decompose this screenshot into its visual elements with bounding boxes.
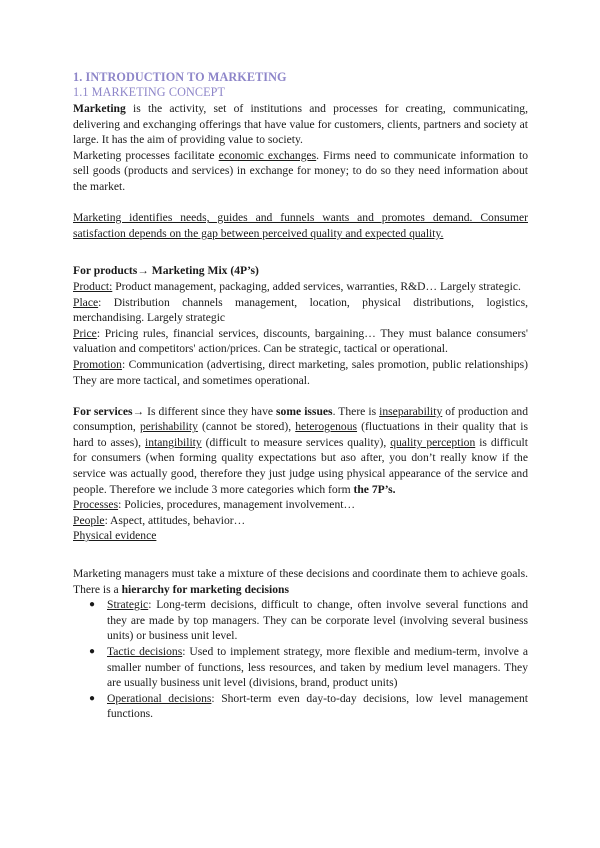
bullet-icon: ● (89, 646, 96, 657)
people-label: People (73, 513, 105, 527)
list-item (89, 597, 528, 644)
list-item (89, 644, 529, 691)
paragraph-definition (73, 101, 528, 148)
place-text: : Distribution channels management, location, physical distributions, logistics, merchandising. Largely strategic (73, 295, 528, 325)
term-marketing: Marketing (73, 102, 126, 115)
bullet-icon: ● (89, 599, 96, 611)
services-text: (difficult to measure services quality), (201, 435, 391, 449)
services-lead: For services→ (73, 404, 145, 418)
tactic-label: Tactic decisions (107, 645, 183, 658)
operational-text: : Short-term even day-to-day decisions, low level management functions. (107, 691, 528, 721)
price-label: Price (73, 326, 97, 340)
heterogenous: heterogenous (295, 420, 358, 434)
promotion-label: Promotion (73, 357, 122, 371)
physical-evidence-item (73, 528, 528, 544)
strategic-label: Strategic (107, 598, 149, 612)
processes-text-1: Marketing processes facilitate (73, 148, 219, 162)
paragraph-decisions (73, 566, 528, 597)
physical-evidence-label: Physical evidence (73, 529, 157, 543)
promotion-text: : Communication (advertising, direct marketing, sales promotion, public relationships) They are more tactical, and sometimes operational. (73, 357, 528, 387)
paragraph-needs: Marketing identifies needs, guides and funnels wants and promotes demand. Consumer satisfaction depends on the gap between perceived quality and expected quality. (73, 211, 528, 240)
people-item (73, 513, 528, 529)
paragraph-services (73, 404, 528, 498)
promotion-item (73, 357, 528, 388)
quality-perception: quality perception (390, 435, 476, 449)
perishability: perishability (139, 420, 198, 434)
people-text: : Aspect, attitudes, behavior… (104, 513, 246, 527)
decisions-list (73, 597, 528, 722)
hierarchy-bold: hierarchy for marketing decisions (121, 582, 289, 596)
services-text: (fluctuations in their quality that is hard to asses), (73, 420, 528, 449)
services-text: . There is (332, 404, 380, 418)
decisions-intro: Marketing managers must take a mixture of these decisions and coordinate them to achieve goals. There is a (73, 567, 528, 596)
services-text: (cannot be stored), (197, 420, 296, 434)
product-item (73, 279, 528, 295)
section-heading: 1.1 MARKETING CONCEPT (73, 85, 226, 99)
operational-label: Operational decisions (107, 691, 212, 705)
services-text: Is different since they have (144, 404, 277, 418)
intangibility: intangibility (145, 435, 202, 449)
services-text: is difficult for consumers (when forming quality expectations but aso after, you don’t really know if the service was actually good, therefore they just judge using physical appearance of the service and people. Therefore we include 3 more categories which form (73, 435, 528, 496)
processes-text: : Policies, procedures, management involvement… (118, 498, 356, 512)
some-issues: some issues (276, 404, 333, 418)
processes-item (73, 497, 528, 513)
list-item (89, 691, 528, 722)
price-text: : Pricing rules, financial services, discounts, bargaining… They must balance consumers' valuation and competitors' action/prices. Can be strategic, tactical or operational. (73, 326, 528, 356)
seven-ps: the 7P’s. (353, 482, 396, 496)
definition-text: is the activity, set of institutions and processes for creating, communicating, delivering and exchanging offerings that have value for customers, clients, partners and society at large. It has the aim of providing value to society. (73, 102, 528, 147)
inseparability: inseparability (379, 404, 443, 418)
economic-exchanges-underlined: economic exchanges (218, 148, 317, 162)
price-item (73, 326, 528, 357)
chapter-heading: 1. INTRODUCTION TO MARKETING (73, 70, 287, 84)
paragraph-processes (73, 148, 528, 195)
products-title: For products→ Marketing Mix (4P’s) (73, 264, 259, 278)
place-label: Place (73, 295, 99, 309)
place-item (73, 295, 528, 326)
processes-label: Processes (73, 498, 119, 512)
product-text: Product management, packaging, added services, warranties, R&D… Largely strategic. (112, 279, 521, 293)
processes-text-2: . Firms need to communicate information to sell goods (products and services) in exchange for money; to do so they need information about the market. (73, 148, 529, 193)
strategic-text: : Long-term decisions, difficult to change, often involve several functions and they are made by top managers. They can be corporate level (involving several business units) or business unit level. (107, 598, 528, 643)
services-text: of production and consumption, (73, 404, 528, 434)
product-label: Product: (73, 279, 113, 293)
bullet-icon: ● (89, 692, 96, 704)
tactic-text: : Used to implement strategy, more flexible and medium-term, involve a smaller number of functions, less resources, and taken by medium level managers. They are usually business unit level (divisions, brand, product units) (107, 645, 529, 690)
